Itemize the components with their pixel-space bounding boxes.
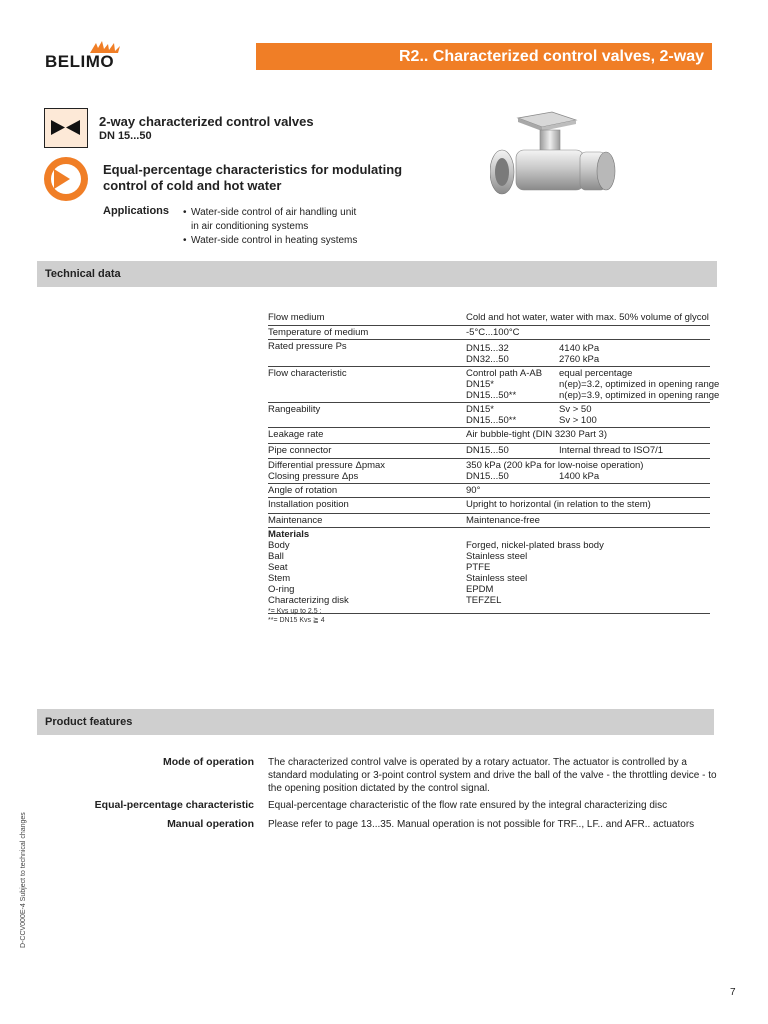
table-row: Rangeability DN15* Sv > 50 DN15...50** Sv > 100 — [268, 403, 710, 428]
table-row: Angle of rotation 90° — [268, 484, 710, 498]
page-number: 7 — [730, 987, 736, 998]
table-row: Flow medium Cold and hot water, water with max. 50% volume of glycol — [268, 311, 710, 326]
brand-logo: BELIMO — [45, 52, 115, 71]
applications-list — [183, 206, 357, 248]
table-row: Rated pressure Ps DN15...32 4140 kPa DN32...50 2760 kPa — [268, 340, 710, 367]
product-size-range: DN 15...50 — [99, 130, 152, 142]
table-row: Installation position Upright to horizontal (in relation to the stem) — [268, 498, 710, 514]
table-row: Pipe connector DN15...50 Internal thread to ISO7/1 — [268, 444, 710, 459]
applications-label: Applications — [103, 205, 170, 217]
two-way-valve-icon — [44, 108, 88, 148]
table-row-materials: Materials Body Ball Seat Stem O-ring Characterizing disk Forged, nickel-plated brass body Stainless steel PTFE Stainless steel EPDM TEFZEL — [268, 528, 710, 614]
table-row: Differential pressure Δpmax Closing pressure Δps 350 kPa (200 kPa for low-noise operation) DN15...50 1400 kPa — [268, 459, 710, 484]
page-title: R2.. Characterized control valves, 2-way — [256, 43, 712, 70]
list-item: • Water-side control of air handling unit — [183, 207, 357, 218]
feature-text-equal-percentage: Equal-percentage characteristic of the flow rate ensured by the integral characterizing disc — [268, 800, 668, 811]
list-item-continuation: in air conditioning systems — [191, 221, 309, 232]
feature-text-manual-operation: Please refer to page 13...35. Manual operation is not possible for TRF.., LF.. and AFR.. actuators — [268, 819, 695, 830]
characteristic-heading: Equal-percentage characteristics for modulating control of cold and hot water — [103, 162, 403, 193]
table-row: Leakage rate Air bubble-tight (DIN 3230 Part 3) — [268, 428, 710, 444]
list-item: • Water-side control in heating systems — [183, 235, 358, 246]
feature-label-manual-operation: Manual operation — [167, 818, 254, 830]
feature-text-mode-of-operation: The characterized control valve is operated by a rotary actuator. The actuator is controlled by a standard modulating or 3-point control system and drive the ball of the valve - the throttling device - to the opening position dictated by the control signal. — [268, 757, 717, 794]
table-row: Maintenance Maintenance-free — [268, 514, 710, 528]
section-technical-data: Technical data — [37, 261, 717, 287]
document-code-side-note: D-CCV000E-4 Subject to technical changes — [20, 812, 27, 948]
technical-data-table — [268, 311, 720, 614]
section-product-features: Product features — [37, 709, 714, 735]
product-heading: 2-way characterized control valves — [99, 114, 314, 129]
feature-label-mode-of-operation: Mode of operation — [163, 756, 254, 768]
table-row: Flow characteristic Control path A-AB equal percentage DN15* n(ep)=3.2, optimized in opening range DN15...50** n(ep)=3.9, optimized in opening range — [268, 368, 720, 401]
table-row: Temperature of medium -5°C...100°C — [268, 326, 710, 340]
equal-percentage-characteristic-icon — [43, 156, 89, 202]
table-footnotes: *= Kvs up to 2.5 ; **= DN15 Kvs ≧ 4 — [268, 608, 325, 624]
feature-label-equal-percentage: Equal-percentage characteristic — [94, 799, 254, 811]
valve-product-image — [490, 110, 620, 210]
